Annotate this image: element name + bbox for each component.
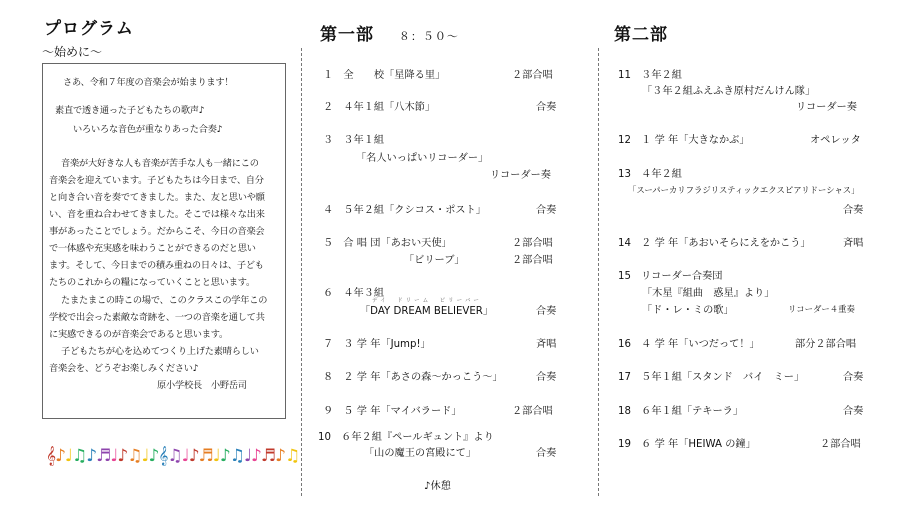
program-item: 19 ６ 学 年「HEIWA の鐘」	[618, 439, 756, 450]
program-item: ７ ３ 学 年「Jump!」	[323, 339, 431, 350]
program-item-title: 「スーパーカリフラジリスティックエクスピアリドーシャス」	[628, 185, 860, 195]
program-item: ９ ５ 学 年「マイバラード」	[323, 406, 462, 417]
music-note-icon: ♬	[198, 446, 213, 466]
performance-type: 合奏	[536, 372, 557, 383]
program-item-title: 「名人いっぱいリコーダー」	[356, 153, 489, 164]
performance-type: ２部合唱	[512, 255, 553, 266]
program-item: 13 ４年２組	[618, 169, 682, 180]
program-item: ８ ２ 学 年「あさの森～かっこう～」	[323, 372, 503, 383]
program-item: 18 ６年１組「テキーラ」	[618, 406, 744, 417]
greeting-line: で一体感や充実感を味わうことができるのだと思い	[49, 243, 256, 254]
music-note-icon: ♩	[212, 446, 220, 466]
column-divider	[598, 48, 599, 496]
performance-type: ２部合唱	[512, 238, 553, 249]
greeting-line: さあ、令和７年度の音楽会が始まります！	[63, 77, 234, 88]
part1-start-time: ８：５０～	[398, 30, 459, 43]
program-item: 15 リコーダー合奏団	[618, 271, 723, 282]
performance-type: 合奏	[843, 205, 864, 216]
performance-type: リコーダー４重奏	[788, 304, 855, 314]
music-note-icon: ♪	[275, 446, 285, 466]
greeting-line: たまたまこの時この場で、このクラスこの学年この	[61, 295, 268, 306]
music-note-icon: ♪	[117, 446, 128, 466]
program-item: 17 ５年１組「スタンド バイ ミー」	[618, 372, 805, 383]
principal-signature: 原小学校長 小野岳司	[157, 380, 247, 391]
performance-type: リコーダー奏	[796, 102, 857, 113]
greeting-subtitle: ～始めに～	[42, 45, 103, 59]
program-item-title: 「ビリーブ」	[404, 255, 465, 266]
greeting-line: い、音を重ね合わせてきました。そこでは様々な出来	[49, 209, 265, 220]
greeting-line: 音楽会を、どうぞお楽しみください♪	[49, 363, 199, 374]
greeting-line: 音楽が大好きな人も音楽が苦手な人も一緒にこの	[61, 158, 259, 169]
music-note-icon: ♪	[219, 446, 230, 466]
program-item: 11 ３年２組	[618, 70, 682, 81]
program-item: ３ ３年１組	[323, 135, 385, 146]
performance-type: 合奏	[843, 406, 864, 417]
greeting-line: 学校で出会った素敵な奇跡を、一つの音楽を通して共	[49, 312, 265, 323]
music-note-icon: ♫	[71, 446, 87, 466]
performance-type: 合奏	[536, 205, 557, 216]
program-item: 14 ２ 学 年「あおいそらにえをかこう」	[618, 238, 811, 249]
greeting-line: たちのこれからの糧になっていくことと思います。	[49, 277, 255, 288]
part1-title	[320, 20, 459, 45]
music-note-icon: ♩	[243, 446, 251, 466]
music-note-icon: ♩	[141, 446, 149, 466]
music-note-icon: ♪	[250, 446, 261, 466]
music-note-icon: ♬	[96, 446, 111, 466]
intermission-label: ♪休憩	[424, 481, 451, 492]
program-item: ４ ５年２組「クシコス・ポスト」	[323, 205, 486, 216]
music-note-icon: 𝄞	[158, 446, 168, 466]
performance-type: 斉唱	[536, 339, 557, 350]
greeting-line: 素直で透き通った子どもたちの歌声♪	[55, 105, 205, 116]
program-item-title: 「山の魔王の宮殿にて」	[364, 448, 477, 459]
music-note-icon: ♩	[110, 446, 118, 466]
performance-type: リコーダー奏	[490, 170, 551, 181]
performance-type: 合奏	[536, 448, 557, 459]
greeting-line: いろいろな音色が重なりあった合奏♪	[73, 124, 223, 135]
music-notes-decoration	[46, 446, 299, 466]
music-note-icon: ♫	[127, 446, 142, 466]
greeting-line: 子どもたちが心を込めてつくり上げた素晴らしい	[61, 346, 259, 357]
performance-type: 合奏	[843, 372, 864, 383]
music-note-icon: ♫	[167, 446, 182, 466]
column-divider	[301, 48, 302, 496]
program-item: ６ ４年３組	[323, 288, 385, 299]
program-item: 10 ６年２組『ペールギュント』より	[318, 432, 494, 443]
music-note-icon: ♪	[148, 446, 159, 466]
program-item-title: 「木星『組曲 惑星』より」	[642, 288, 775, 299]
greeting-line: と向き合い音を奏でてきました。また、友と思いや願	[49, 192, 265, 203]
music-note-icon: ♩	[64, 446, 72, 466]
performance-type: 斉唱	[843, 238, 864, 249]
greeting-line: 音楽会を迎えています。子どもたちは今日まで、自分	[49, 175, 264, 186]
music-note-icon: ♫	[284, 446, 300, 466]
music-note-icon: ♪	[55, 446, 65, 466]
greeting-line: に実感できるのが音楽会であると思います。	[49, 329, 229, 340]
performance-type: 合奏	[536, 306, 557, 317]
music-note-icon: 𝄞	[46, 446, 56, 466]
performance-type: ２部合唱	[512, 406, 553, 417]
performance-type: ２部合唱	[820, 439, 861, 450]
program-item-title: 「ド・レ・ミの歌」	[642, 305, 734, 316]
performance-type: 部分２部合唱	[795, 339, 857, 350]
music-note-icon: ♫	[229, 446, 244, 466]
music-note-icon: ♬	[260, 446, 276, 466]
performance-type: 合奏	[536, 102, 557, 113]
program-item: １ 全 校「星降る里」	[323, 70, 446, 81]
title-ruby: デイ ドリーム ビリーバー	[372, 298, 482, 304]
program-item: ２ ４年１組「八木節」	[323, 102, 436, 113]
program-item-title: 「３年２組ふえふき原村だんけん隊」	[642, 86, 816, 97]
music-note-icon: ♩	[181, 446, 189, 466]
music-note-icon: ♪	[86, 446, 97, 466]
performance-type: オペレッタ	[810, 135, 861, 146]
part2-title: 第二部	[614, 25, 668, 45]
greeting-line: 事があったことでしょう。だからこそ、今日の音楽会	[49, 226, 265, 237]
program-item: 12 １ 学 年「大きなかぶ」	[618, 135, 750, 146]
performance-type: ２部合唱	[512, 70, 553, 81]
greeting-box	[42, 63, 286, 419]
part1-title-text: 第一部	[320, 25, 374, 45]
program-item: ５ 合 唱 団「あおい天使」	[323, 238, 452, 249]
program-item-title: 「DAY DREAM BELIEVER」	[360, 306, 494, 317]
greeting-line: ます。そして、今日までの積み重ねの日々は、子ども	[49, 260, 264, 271]
program-title: プログラム	[44, 19, 134, 39]
music-note-icon: ♪	[188, 446, 199, 466]
program-item: 16 ４ 学 年「いつだって！」	[618, 339, 760, 350]
